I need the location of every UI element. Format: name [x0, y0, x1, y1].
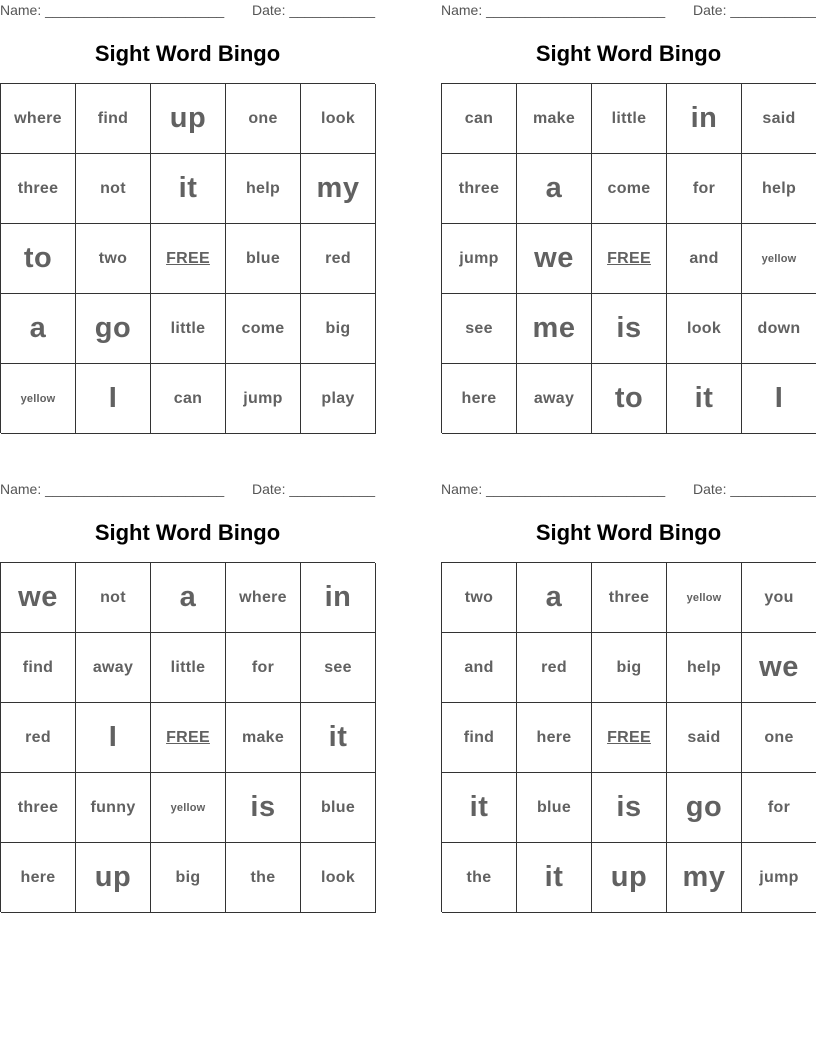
free-space: FREE — [592, 224, 667, 294]
bingo-cell: yellow — [1, 364, 76, 434]
bingo-cell: make — [226, 703, 301, 773]
bingo-card-3 — [0, 479, 375, 893]
bingo-cell: I — [76, 364, 151, 434]
bingo-cell: not — [76, 563, 151, 633]
bingo-cell: three — [592, 563, 667, 633]
bingo-cell: a — [517, 563, 592, 633]
bingo-cell: little — [592, 84, 667, 154]
name-line: Name: _______________________ — [0, 2, 225, 18]
bingo-cell: two — [442, 563, 517, 633]
bingo-cell: me — [517, 294, 592, 364]
bingo-cell: jump — [742, 843, 816, 913]
bingo-cell: it — [442, 773, 517, 843]
card-title: Sight Word Bingo — [94, 520, 281, 545]
bingo-cell: three — [1, 154, 76, 224]
bingo-cell: in — [667, 84, 742, 154]
bingo-cell: away — [517, 364, 592, 434]
bingo-cell: and — [442, 633, 517, 703]
name-line: Name: _______________________ — [441, 481, 666, 497]
bingo-cell: to — [1, 224, 76, 294]
bingo-cell: down — [742, 294, 816, 364]
date-line: Date: ___________ — [693, 481, 816, 497]
bingo-cell: a — [517, 154, 592, 224]
free-space: FREE — [151, 703, 226, 773]
bingo-cell: the — [442, 843, 517, 913]
bingo-cell: look — [301, 843, 376, 913]
bingo-cell: red — [1, 703, 76, 773]
bingo-cell: can — [151, 364, 226, 434]
bingo-grid — [441, 83, 816, 433]
bingo-cell: my — [667, 843, 742, 913]
card-header — [0, 0, 375, 20]
free-space: FREE — [592, 703, 667, 773]
bingo-cell: is — [226, 773, 301, 843]
date-line: Date: ___________ — [252, 2, 375, 18]
card-title: Sight Word Bingo — [535, 41, 722, 66]
date-line: Date: ___________ — [252, 481, 375, 497]
bingo-cell: see — [301, 633, 376, 703]
bingo-cell: not — [76, 154, 151, 224]
bingo-cell: it — [151, 154, 226, 224]
bingo-cell: yellow — [151, 773, 226, 843]
bingo-cell: find — [442, 703, 517, 773]
bingo-cell: blue — [517, 773, 592, 843]
bingo-cell: little — [151, 294, 226, 364]
bingo-cell: go — [667, 773, 742, 843]
bingo-cell: is — [592, 773, 667, 843]
bingo-cell: for — [667, 154, 742, 224]
bingo-cell: we — [742, 633, 816, 703]
bingo-cell: up — [151, 84, 226, 154]
bingo-cell: in — [301, 563, 376, 633]
bingo-cell: here — [1, 843, 76, 913]
bingo-cell: I — [76, 703, 151, 773]
bingo-cell: one — [742, 703, 816, 773]
bingo-card-1 — [0, 0, 375, 414]
bingo-cell: a — [1, 294, 76, 364]
card-title: Sight Word Bingo — [94, 41, 281, 66]
bingo-cell: blue — [301, 773, 376, 843]
bingo-card-2 — [441, 0, 816, 414]
bingo-cell: away — [76, 633, 151, 703]
bingo-cell: go — [76, 294, 151, 364]
bingo-cell: come — [226, 294, 301, 364]
bingo-cell: where — [1, 84, 76, 154]
bingo-cell: it — [517, 843, 592, 913]
bingo-cell: can — [442, 84, 517, 154]
bingo-grid — [0, 562, 375, 912]
bingo-cell: big — [301, 294, 376, 364]
bingo-cell: look — [301, 84, 376, 154]
bingo-cell: said — [667, 703, 742, 773]
name-line: Name: _______________________ — [441, 2, 666, 18]
bingo-cell: up — [592, 843, 667, 913]
bingo-cell: is — [592, 294, 667, 364]
card-header — [441, 0, 816, 20]
bingo-cell: it — [301, 703, 376, 773]
bingo-cell: a — [151, 563, 226, 633]
bingo-cell: funny — [76, 773, 151, 843]
bingo-cell: for — [742, 773, 816, 843]
bingo-cell: to — [592, 364, 667, 434]
bingo-card-4 — [441, 479, 816, 893]
bingo-cell: you — [742, 563, 816, 633]
bingo-cell: make — [517, 84, 592, 154]
bingo-cell: red — [517, 633, 592, 703]
bingo-cell: one — [226, 84, 301, 154]
card-header — [0, 479, 375, 499]
bingo-cell: it — [667, 364, 742, 434]
bingo-cell: little — [151, 633, 226, 703]
bingo-cell: my — [301, 154, 376, 224]
bingo-cell: and — [667, 224, 742, 294]
name-line: Name: _______________________ — [0, 481, 225, 497]
bingo-cell: look — [667, 294, 742, 364]
bingo-cell: where — [226, 563, 301, 633]
bingo-grid — [0, 83, 375, 433]
bingo-cell: three — [442, 154, 517, 224]
bingo-cell: here — [442, 364, 517, 434]
bingo-cell: jump — [226, 364, 301, 434]
bingo-cell: I — [742, 364, 816, 434]
bingo-cell: blue — [226, 224, 301, 294]
bingo-cell: find — [76, 84, 151, 154]
bingo-cell: two — [76, 224, 151, 294]
bingo-cell: come — [592, 154, 667, 224]
bingo-cell: up — [76, 843, 151, 913]
bingo-cell: yellow — [742, 224, 816, 294]
bingo-cell: play — [301, 364, 376, 434]
date-line: Date: ___________ — [693, 2, 816, 18]
bingo-grid — [441, 562, 816, 912]
free-space: FREE — [151, 224, 226, 294]
bingo-cell: yellow — [667, 563, 742, 633]
bingo-cell: big — [151, 843, 226, 913]
bingo-cell: the — [226, 843, 301, 913]
bingo-cell: we — [1, 563, 76, 633]
card-header — [441, 479, 816, 499]
bingo-cell: help — [226, 154, 301, 224]
bingo-cell: said — [742, 84, 816, 154]
bingo-cell: three — [1, 773, 76, 843]
bingo-cell: help — [742, 154, 816, 224]
bingo-cell: see — [442, 294, 517, 364]
bingo-cell: find — [1, 633, 76, 703]
bingo-cell: jump — [442, 224, 517, 294]
bingo-cell: we — [517, 224, 592, 294]
bingo-cell: big — [592, 633, 667, 703]
bingo-cell: help — [667, 633, 742, 703]
bingo-cell: here — [517, 703, 592, 773]
card-title: Sight Word Bingo — [535, 520, 722, 545]
bingo-cell: for — [226, 633, 301, 703]
bingo-cell: red — [301, 224, 376, 294]
